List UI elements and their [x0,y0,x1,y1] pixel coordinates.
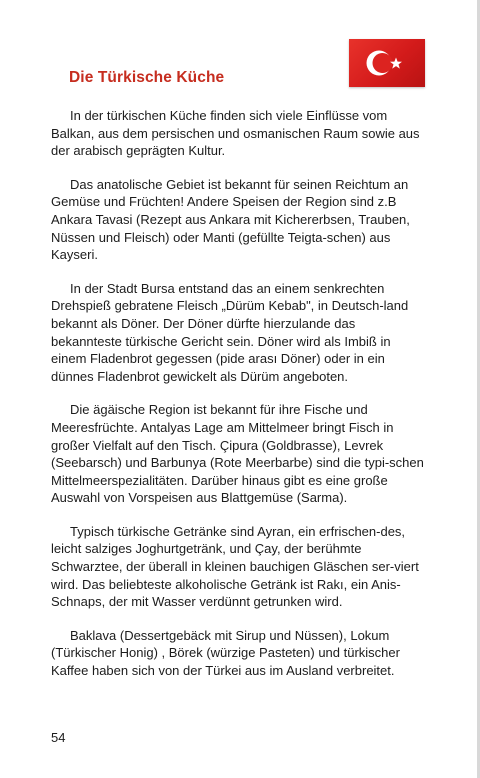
page-number: 54 [51,730,66,745]
paragraph-sweets: Baklava (Dessertgebäck mit Sirup und Nüssen), Lokum (Türkischer Honig) , Börek (würzige Pasteten) und türkischer Kaffee haben sich von der Türkei aus im Ausland verbreitet. [51,627,400,679]
page-title: Die Türkische Küche [69,69,225,86]
article-body [51,107,429,696]
paragraph-aegean: Die ägäische Region ist bekannt für ihre Fische und Meeresfrüchte. Antalyas Lage am Mittelmeer bringt Fisch in großer Vielfalt auf den Tisch. Çipura (Goldbrasse), Levrek (Seebarsch) und Barbunya (Rote Meerbarbe) sind die typi-schen Mittelmeerspezialitäten. Darüber hinaus gibt es eine große Auswahl von Vorspeisen aus Blattgemüse (Sarma). [51,402,424,506]
paragraph-doner: In der Stadt Bursa entstand das an einem senkrechten Drehspieß gebratene Fleisch „Dürüm Kebab", in Deutsch-land bekannt als Döner. Der Döner dürfte hierzulande das bekannteste türkische Gericht sein. Döner wird als Imbiß in einem Fladenbrot gegessen (pide arası Döner) oder in ein dünnes Fladenbrot gewickelt als Dürüm angeboten. [51,280,409,384]
paragraph-influences: In der türkischen Küche finden sich viele Einflüsse vom Balkan, aus dem persischen und osmanischen Raum sowie aus der arabisch geprägten Kultur. [51,108,420,159]
paragraph-drinks: Typisch türkische Getränke sind Ayran, ein erfrischen-des, leicht salziges Joghurtgetränk, und Çay, der berühmte Schwarztee, der überall in kleinen bauchigen Gläschen ser-viert wird. Das beliebteste alkoholische Getränk ist Rakı, ein Anis-Schnaps, der mit Wasser verdünnt getrunken wird. [51,523,419,610]
flag-graphic [349,39,425,87]
paragraph-anatolia: Das anatolische Gebiet ist bekannt für seinen Reichtum an Gemüse und Früchten! Andere Speisen der Region sind z.B Ankara Tavasi (Rezept aus Ankara mit Kichererbsen, Trauben, Nüssen und Fleisch) oder Manti (gefüllte Teigta-schen) aus Kayseri. [51,176,410,263]
turkish-flag-icon [349,39,425,87]
